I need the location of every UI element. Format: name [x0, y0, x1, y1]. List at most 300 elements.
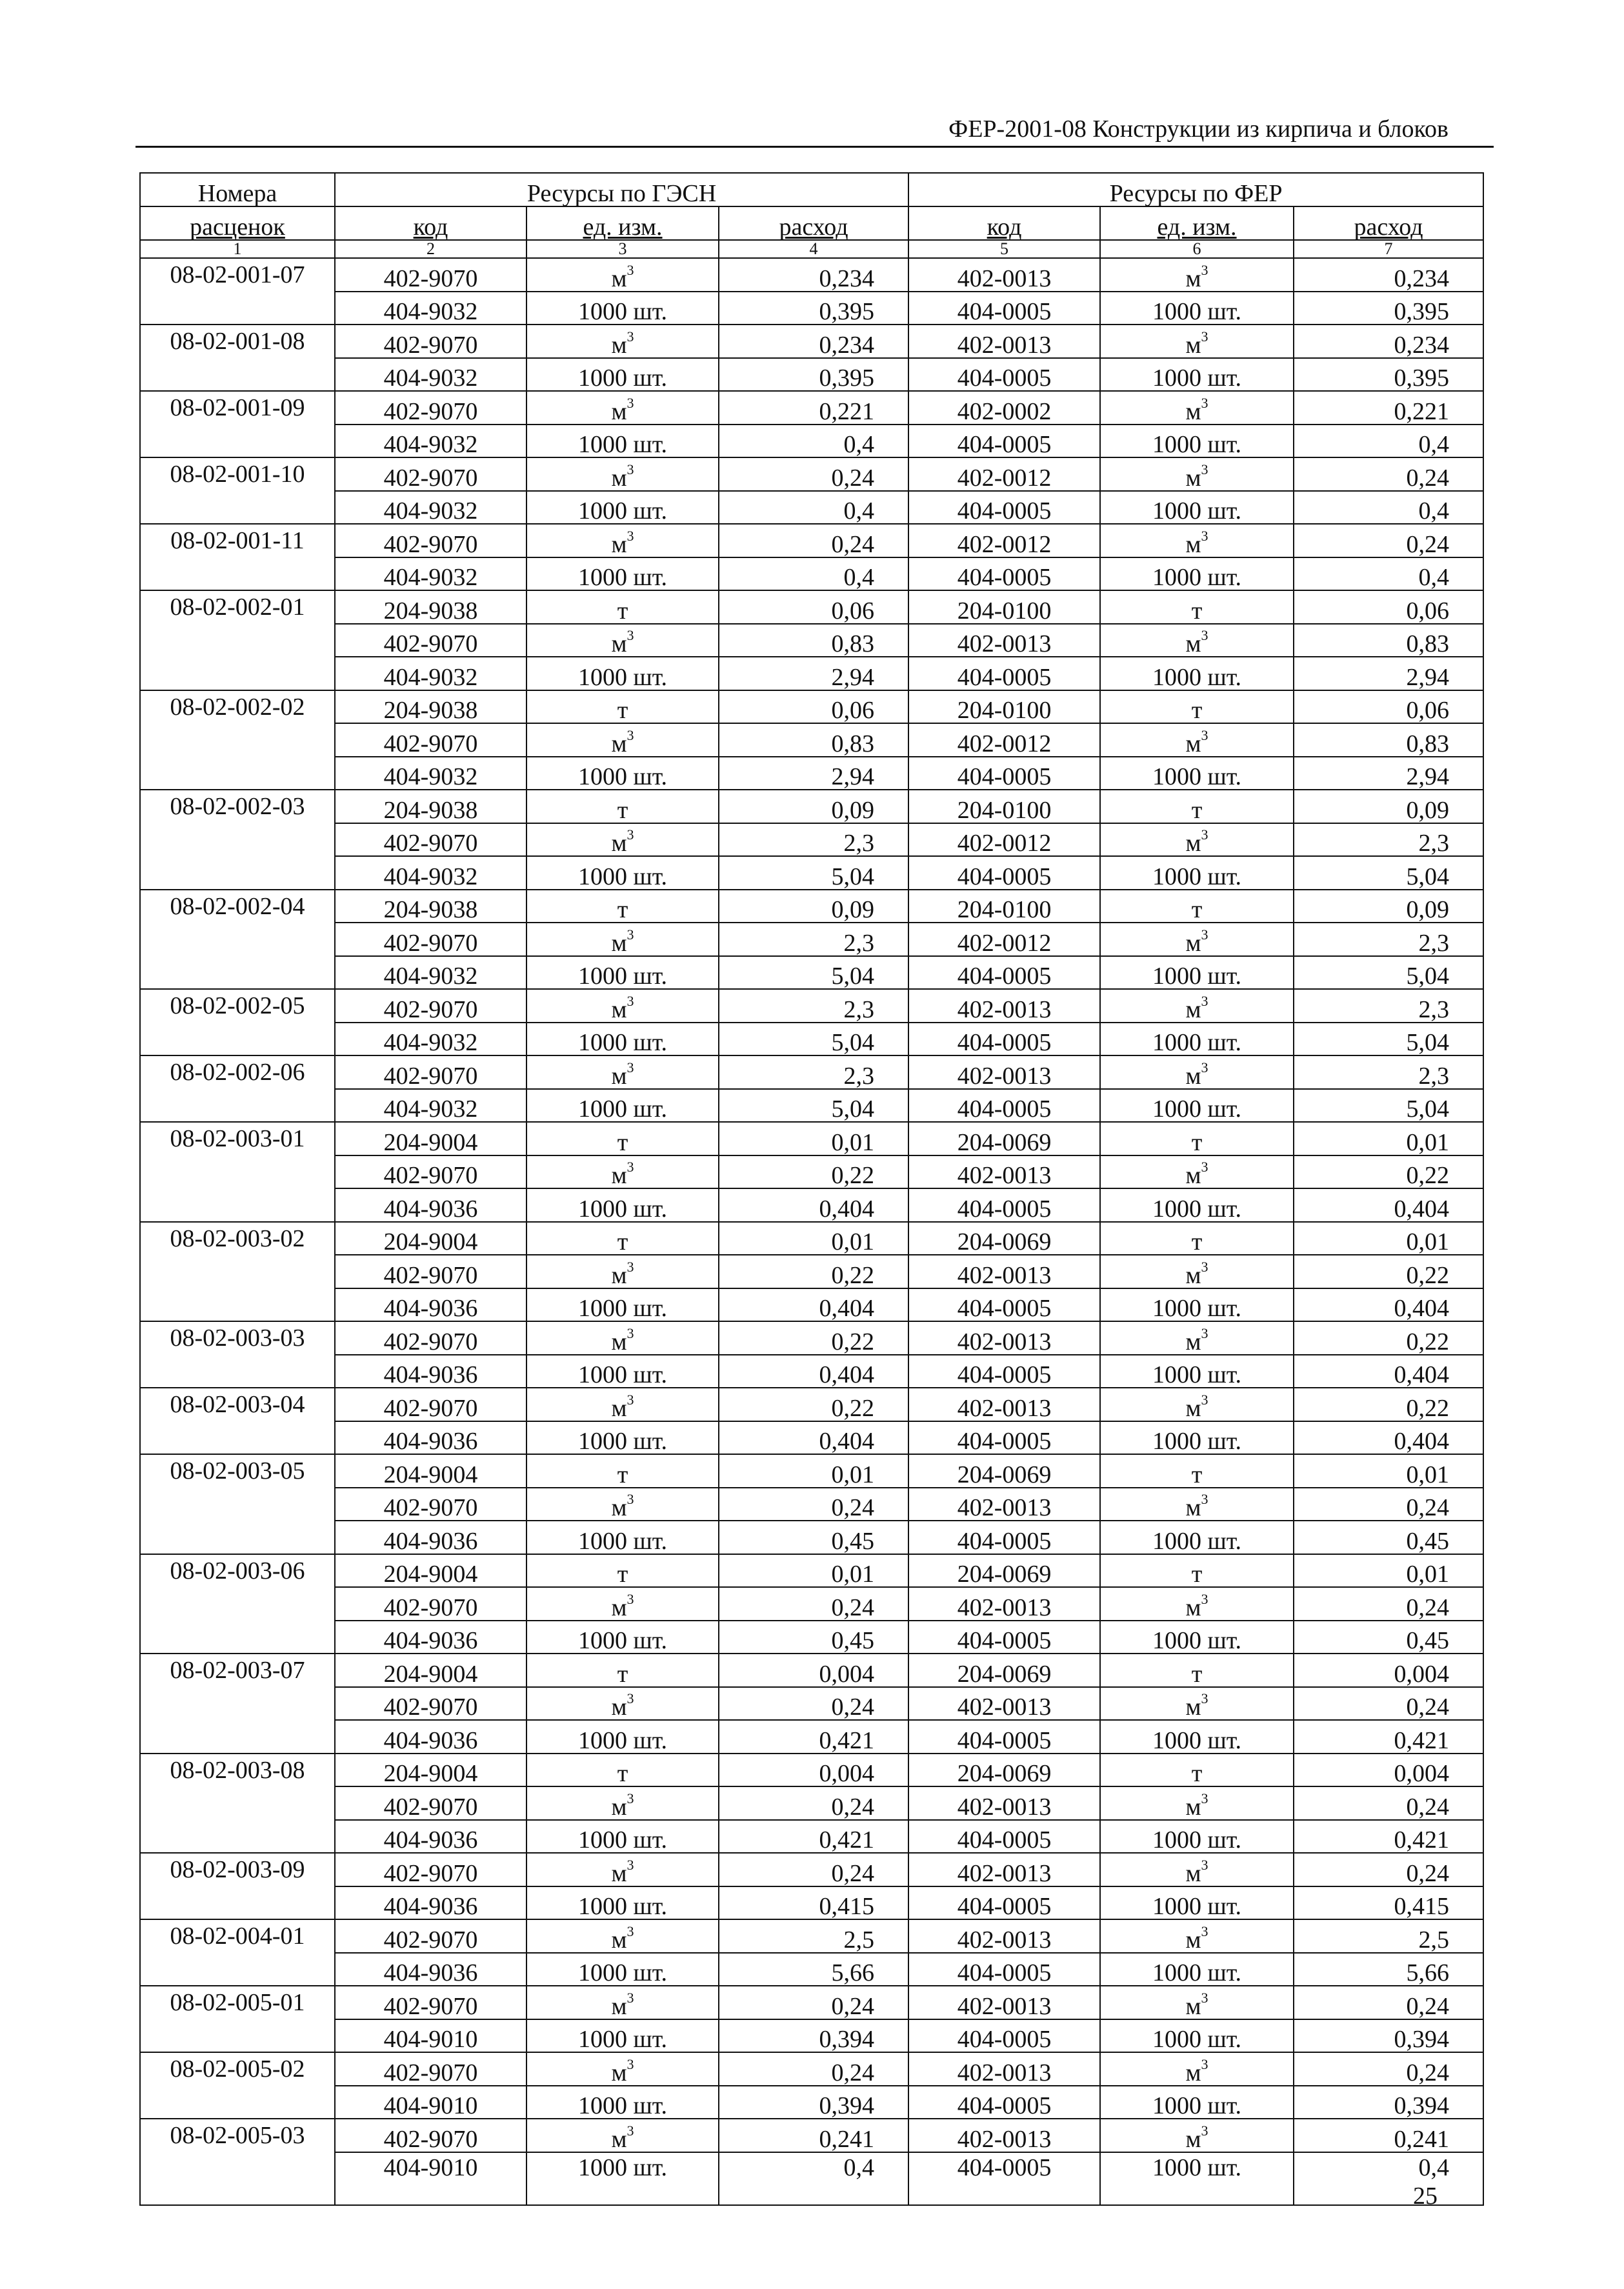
cell-fer-amount: 0,004: [1294, 1754, 1483, 1787]
cell-gesn-unit: $м^3$: [526, 1055, 719, 1089]
rate-code: 08-02-002-04: [140, 890, 335, 990]
cell-gesn-amount: 0,01: [719, 1454, 908, 1488]
rate-group: [140, 258, 1483, 325]
cell-fer-amount: 0,241: [1294, 2119, 1483, 2152]
cell-fer-unit: $м^3$: [1100, 1919, 1294, 1953]
cell-fer-code: 404-0005: [908, 2152, 1100, 2205]
cell-gesn-amount: 0,24: [719, 1488, 908, 1521]
cubic-superscript: 3: [627, 1059, 634, 1075]
cell-fer-amount: 5,04: [1294, 856, 1483, 890]
cell-gesn-code: 402-9070: [335, 1786, 526, 1820]
cell-gesn-code: 404-9032: [335, 1089, 526, 1123]
cell-gesn-amount: 0,83: [719, 723, 908, 757]
table-row: [140, 723, 1483, 757]
cell-fer-amount: 0,22: [1294, 1155, 1483, 1189]
cell-gesn-code: 402-9070: [335, 391, 526, 425]
cell-fer-unit: т: [1100, 890, 1294, 923]
table-row: [140, 1421, 1483, 1455]
cubic-superscript: 3: [1201, 461, 1208, 477]
cell-gesn-code: 402-9070: [335, 624, 526, 657]
cubic-superscript: 3: [627, 1391, 634, 1408]
cell-fer-unit: 1000 шт.: [1100, 1288, 1294, 1322]
rate-group: [140, 1654, 1483, 1754]
cubic-superscript: 3: [1201, 1590, 1208, 1607]
cell-fer-code: 404-0005: [908, 1421, 1100, 1455]
cubic-superscript: 3: [627, 1690, 634, 1707]
rate-code: 08-02-002-05: [140, 989, 335, 1055]
cell-gesn-unit: 1000 шт.: [526, 491, 719, 525]
cubic-superscript: 3: [627, 826, 634, 843]
cell-fer-amount: 2,3: [1294, 1055, 1483, 1089]
cubic-superscript: 3: [1201, 1856, 1208, 1873]
cell-fer-unit: т: [1100, 1222, 1294, 1255]
cell-fer-code: 402-0012: [908, 923, 1100, 956]
table-row: [140, 823, 1483, 857]
table-row: [140, 1986, 1483, 2019]
cell-fer-unit: 1000 шт.: [1100, 1621, 1294, 1654]
cell-fer-unit: $м^3$: [1100, 457, 1294, 491]
table-row: [140, 391, 1483, 425]
cell-fer-unit: т: [1100, 1654, 1294, 1687]
cell-gesn-amount: 0,06: [719, 690, 908, 724]
table-row: [140, 2086, 1483, 2119]
subheader-gesn-code: код: [335, 206, 526, 240]
table-row: [140, 358, 1483, 392]
cell-fer-code: 402-0013: [908, 1055, 1100, 1089]
cell-gesn-unit: $м^3$: [526, 1255, 719, 1288]
cell-gesn-unit: $м^3$: [526, 524, 719, 557]
cell-fer-code: 402-0013: [908, 1255, 1100, 1288]
cell-gesn-unit: т: [526, 890, 719, 923]
cell-fer-unit: 1000 шт.: [1100, 358, 1294, 392]
cell-gesn-amount: 0,24: [719, 1786, 908, 1820]
cubic-superscript: 3: [1201, 1391, 1208, 1408]
cell-fer-code: 402-0013: [908, 1321, 1100, 1355]
cell-gesn-unit: 1000 шт.: [526, 2019, 719, 2053]
rate-code: 08-02-005-01: [140, 1986, 335, 2052]
cubic-superscript: 3: [627, 2122, 634, 2139]
cell-gesn-code: 404-9032: [335, 757, 526, 790]
cell-gesn-unit: 1000 шт.: [526, 557, 719, 591]
cell-gesn-unit: 1000 шт.: [526, 1953, 719, 1986]
cell-gesn-amount: 0,404: [719, 1355, 908, 1388]
cubic-superscript: 3: [1201, 1790, 1208, 1806]
rate-code: 08-02-001-07: [140, 258, 335, 325]
rate-code: 08-02-002-02: [140, 690, 335, 790]
cell-gesn-code: 204-9004: [335, 1222, 526, 1255]
table-row: [140, 657, 1483, 690]
cell-gesn-code: 404-9036: [335, 1421, 526, 1455]
cell-gesn-code: 404-9032: [335, 956, 526, 990]
table-row: [140, 1488, 1483, 1521]
cell-fer-unit: $м^3$: [1100, 1388, 1294, 1421]
table-row: [140, 457, 1483, 491]
rate-group: [140, 524, 1483, 590]
column-index: 3: [526, 240, 719, 258]
cell-gesn-amount: 0,01: [719, 1222, 908, 1255]
table-row: [140, 2119, 1483, 2152]
cell-fer-code: 404-0005: [908, 956, 1100, 990]
cell-fer-code: 404-0005: [908, 1820, 1100, 1854]
cell-gesn-unit: $м^3$: [526, 1786, 719, 1820]
cell-gesn-code: 402-9070: [335, 1388, 526, 1421]
cell-gesn-unit: $м^3$: [526, 325, 719, 358]
cubic-superscript: 3: [627, 1989, 634, 2006]
cubic-superscript: 3: [627, 328, 634, 345]
cell-gesn-code: 402-9070: [335, 1587, 526, 1621]
cell-gesn-unit: т: [526, 690, 719, 724]
column-index: 4: [719, 240, 908, 258]
table-row: [140, 1720, 1483, 1754]
cell-fer-code: 404-0005: [908, 557, 1100, 591]
cell-fer-code: 204-0069: [908, 1454, 1100, 1488]
cubic-superscript: 3: [627, 926, 634, 943]
cell-gesn-code: 404-9032: [335, 856, 526, 890]
cell-fer-unit: 1000 шт.: [1100, 1421, 1294, 1455]
cell-fer-amount: 0,09: [1294, 890, 1483, 923]
table-row: [140, 1754, 1483, 1787]
cell-fer-amount: 0,06: [1294, 590, 1483, 624]
cell-fer-amount: 0,45: [1294, 1521, 1483, 1554]
table-row: [140, 1886, 1483, 1920]
cell-fer-unit: $м^3$: [1100, 1786, 1294, 1820]
cell-gesn-amount: 0,22: [719, 1321, 908, 1355]
cell-gesn-code: 404-9036: [335, 1521, 526, 1554]
cell-gesn-code: 404-9032: [335, 358, 526, 392]
cell-gesn-code: 404-9036: [335, 1886, 526, 1920]
cell-fer-unit: $м^3$: [1100, 923, 1294, 956]
cubic-superscript: 3: [627, 261, 634, 278]
rate-group: [140, 1554, 1483, 1654]
cell-fer-amount: 0,4: [1294, 2152, 1483, 2205]
cell-gesn-unit: 1000 шт.: [526, 856, 719, 890]
cell-gesn-code: 204-9038: [335, 790, 526, 823]
rate-group: [140, 1986, 1483, 2052]
cell-gesn-code: 404-9036: [335, 1621, 526, 1654]
cell-fer-code: 404-0005: [908, 1089, 1100, 1123]
cell-fer-code: 204-0069: [908, 1554, 1100, 1588]
cell-fer-unit: 1000 шт.: [1100, 956, 1294, 990]
cell-gesn-amount: 0,09: [719, 890, 908, 923]
cell-gesn-unit: $м^3$: [526, 1388, 719, 1421]
cell-gesn-unit: 1000 шт.: [526, 425, 719, 458]
cubic-superscript: 3: [1201, 1324, 1208, 1341]
cell-fer-unit: 1000 шт.: [1100, 1521, 1294, 1554]
cell-gesn-code: 402-9070: [335, 923, 526, 956]
table-row: [140, 292, 1483, 325]
cell-gesn-unit: $м^3$: [526, 258, 719, 292]
cell-gesn-amount: 0,4: [719, 425, 908, 458]
cell-fer-unit: $м^3$: [1100, 2119, 1294, 2152]
cell-fer-code: 402-0013: [908, 1687, 1100, 1721]
cell-fer-amount: 0,4: [1294, 491, 1483, 525]
cell-fer-code: 402-0013: [908, 1986, 1100, 2019]
cell-gesn-amount: 0,404: [719, 1421, 908, 1455]
cell-gesn-amount: 0,415: [719, 1886, 908, 1920]
cell-gesn-unit: $м^3$: [526, 2052, 719, 2086]
cell-fer-unit: $м^3$: [1100, 1055, 1294, 1089]
rate-group: [140, 1919, 1483, 1986]
cell-fer-code: 402-0013: [908, 624, 1100, 657]
rate-group: [140, 890, 1483, 990]
rate-code: 08-02-001-09: [140, 391, 335, 457]
cell-gesn-code: 404-9036: [335, 1288, 526, 1322]
cell-fer-code: 402-0013: [908, 2119, 1100, 2152]
cell-gesn-unit: т: [526, 590, 719, 624]
rate-group: [140, 1222, 1483, 1322]
cell-gesn-amount: 5,04: [719, 1089, 908, 1123]
cell-fer-amount: 0,01: [1294, 1222, 1483, 1255]
subheader-fer-code: код: [908, 206, 1100, 240]
rate-code: 08-02-003-03: [140, 1321, 335, 1388]
cell-fer-amount: 0,06: [1294, 690, 1483, 724]
table-row: [140, 1188, 1483, 1222]
cell-gesn-code: 404-9010: [335, 2152, 526, 2205]
page-header: [135, 108, 1494, 148]
rate-code: 08-02-003-06: [140, 1554, 335, 1654]
cell-fer-code: 404-0005: [908, 358, 1100, 392]
cell-gesn-amount: 2,3: [719, 989, 908, 1023]
column-index: 5: [908, 240, 1100, 258]
table-row: [140, 1388, 1483, 1421]
cubic-superscript: 3: [627, 2055, 634, 2072]
cell-gesn-unit: 1000 шт.: [526, 1089, 719, 1123]
cubic-superscript: 3: [1201, 1923, 1208, 1939]
table-row: [140, 491, 1483, 525]
rate-group: [140, 590, 1483, 690]
cell-gesn-unit: $м^3$: [526, 1687, 719, 1721]
cell-gesn-unit: $м^3$: [526, 1919, 719, 1953]
cell-gesn-code: 204-9004: [335, 1554, 526, 1588]
cell-gesn-unit: $м^3$: [526, 1587, 719, 1621]
cubic-superscript: 3: [627, 394, 634, 411]
cell-gesn-code: 402-9070: [335, 1488, 526, 1521]
subheader-gesn-amount: расход: [719, 206, 908, 240]
rate-group: [140, 391, 1483, 457]
cell-fer-amount: 0,24: [1294, 1853, 1483, 1886]
col-number-header-line2: расценок: [140, 206, 335, 240]
cell-gesn-code: 404-9032: [335, 292, 526, 325]
cell-gesn-code: 402-9070: [335, 1986, 526, 2019]
cell-gesn-unit: 1000 шт.: [526, 1621, 719, 1654]
table-row: [140, 1288, 1483, 1322]
cell-fer-amount: 0,004: [1294, 1654, 1483, 1687]
cell-fer-unit: т: [1100, 590, 1294, 624]
cell-gesn-amount: 0,83: [719, 624, 908, 657]
cell-fer-amount: 0,404: [1294, 1355, 1483, 1388]
cell-fer-amount: 0,24: [1294, 1786, 1483, 1820]
cell-fer-amount: 0,01: [1294, 1454, 1483, 1488]
cell-fer-code: 204-0069: [908, 1654, 1100, 1687]
cell-gesn-code: 402-9070: [335, 258, 526, 292]
cell-fer-code: 404-0005: [908, 1288, 1100, 1322]
cell-fer-unit: 1000 шт.: [1100, 1720, 1294, 1754]
cell-fer-amount: 2,94: [1294, 657, 1483, 690]
cell-gesn-code: 204-9038: [335, 890, 526, 923]
table-row: [140, 1786, 1483, 1820]
cell-fer-amount: 0,24: [1294, 1587, 1483, 1621]
cell-gesn-code: 404-9032: [335, 425, 526, 458]
table-row: [140, 856, 1483, 890]
table-row: [140, 1654, 1483, 1687]
table-row: [140, 2052, 1483, 2086]
table-row: [140, 956, 1483, 990]
cell-gesn-code: 404-9032: [335, 657, 526, 690]
cell-fer-unit: $м^3$: [1100, 2052, 1294, 2086]
rate-code: 08-02-002-06: [140, 1055, 335, 1122]
cell-gesn-amount: 0,01: [719, 1122, 908, 1155]
table-row: [140, 557, 1483, 591]
cell-fer-amount: 2,3: [1294, 823, 1483, 857]
cell-gesn-code: 404-9036: [335, 1355, 526, 1388]
cell-fer-amount: 0,01: [1294, 1554, 1483, 1588]
cell-gesn-code: 204-9004: [335, 1454, 526, 1488]
cubic-superscript: 3: [627, 992, 634, 1009]
col-number-header-line1: Номера: [140, 173, 335, 206]
cubic-superscript: 3: [627, 1159, 634, 1175]
cell-fer-unit: $м^3$: [1100, 989, 1294, 1023]
cell-fer-code: 404-0005: [908, 1521, 1100, 1554]
cell-fer-unit: 1000 шт.: [1100, 2086, 1294, 2119]
cell-gesn-amount: 0,24: [719, 457, 908, 491]
cell-gesn-amount: 0,45: [719, 1521, 908, 1554]
table-row: [140, 1587, 1483, 1621]
cell-gesn-unit: $м^3$: [526, 1986, 719, 2019]
cell-fer-amount: 0,83: [1294, 723, 1483, 757]
cell-gesn-unit: т: [526, 1654, 719, 1687]
cell-gesn-unit: $м^3$: [526, 457, 719, 491]
cell-fer-amount: 2,3: [1294, 923, 1483, 956]
cell-fer-unit: $м^3$: [1100, 723, 1294, 757]
cell-gesn-code: 404-9036: [335, 1953, 526, 1986]
cubic-superscript: 3: [1201, 527, 1208, 544]
cell-gesn-amount: 0,394: [719, 2019, 908, 2053]
cell-gesn-amount: 2,3: [719, 823, 908, 857]
cell-fer-unit: 1000 шт.: [1100, 491, 1294, 525]
cell-gesn-amount: 0,234: [719, 258, 908, 292]
subheader-gesn-unit: ед. изм.: [526, 206, 719, 240]
cell-fer-code: 404-0005: [908, 1953, 1100, 1986]
table-row: [140, 524, 1483, 557]
table-row: [140, 1255, 1483, 1288]
cell-gesn-amount: 0,004: [719, 1654, 908, 1687]
cell-fer-code: 404-0005: [908, 2086, 1100, 2119]
group-header-fer: Ресурсы по ФЕР: [908, 173, 1483, 206]
cubic-superscript: 3: [627, 627, 634, 644]
cubic-superscript: 3: [1201, 992, 1208, 1009]
cell-gesn-code: 402-9070: [335, 1853, 526, 1886]
cell-fer-unit: 1000 шт.: [1100, 1023, 1294, 1056]
cell-gesn-unit: $м^3$: [526, 823, 719, 857]
cell-fer-code: 402-0012: [908, 457, 1100, 491]
cell-gesn-unit: 1000 шт.: [526, 1023, 719, 1056]
cell-fer-unit: 1000 шт.: [1100, 2152, 1294, 2205]
cell-fer-code: 204-0069: [908, 1222, 1100, 1255]
cell-gesn-unit: 1000 шт.: [526, 1820, 719, 1854]
cell-gesn-unit: $м^3$: [526, 1155, 719, 1189]
cubic-superscript: 3: [1201, 1258, 1208, 1275]
cell-fer-code: 204-0100: [908, 590, 1100, 624]
cell-gesn-amount: 0,421: [719, 1820, 908, 1854]
cell-fer-unit: $м^3$: [1100, 258, 1294, 292]
rate-group: [140, 1853, 1483, 1919]
cell-gesn-code: 402-9070: [335, 524, 526, 557]
cell-fer-code: 402-0013: [908, 1155, 1100, 1189]
cell-gesn-amount: 0,404: [719, 1188, 908, 1222]
cell-fer-code: 402-0013: [908, 1488, 1100, 1521]
cell-fer-code: 402-0013: [908, 2052, 1100, 2086]
cell-fer-amount: 0,394: [1294, 2086, 1483, 2119]
table-row: [140, 1953, 1483, 1986]
cell-gesn-code: 404-9032: [335, 1023, 526, 1056]
cell-fer-unit: 1000 шт.: [1100, 557, 1294, 591]
cell-fer-code: 404-0005: [908, 856, 1100, 890]
cubic-superscript: 3: [627, 726, 634, 743]
cubic-superscript: 3: [627, 1790, 634, 1806]
rate-group: [140, 1122, 1483, 1222]
cell-fer-amount: 2,94: [1294, 757, 1483, 790]
cell-gesn-amount: 2,94: [719, 657, 908, 690]
cubic-superscript: 3: [627, 461, 634, 477]
cell-gesn-code: 402-9070: [335, 823, 526, 857]
cell-gesn-amount: 0,395: [719, 358, 908, 392]
cell-gesn-amount: 0,24: [719, 1853, 908, 1886]
cell-fer-amount: 5,04: [1294, 956, 1483, 990]
cell-fer-amount: 0,4: [1294, 425, 1483, 458]
table-row: [140, 923, 1483, 956]
cell-fer-amount: 0,22: [1294, 1255, 1483, 1288]
table-row: [140, 1122, 1483, 1155]
cell-fer-code: 402-0013: [908, 1853, 1100, 1886]
table-row: [140, 757, 1483, 790]
page-number: 25: [1413, 2183, 1438, 2210]
cell-gesn-code: 402-9070: [335, 1919, 526, 1953]
cell-fer-unit: т: [1100, 790, 1294, 823]
rate-code: 08-02-003-08: [140, 1754, 335, 1854]
cell-gesn-amount: 0,45: [719, 1621, 908, 1654]
rate-code: 08-02-003-09: [140, 1853, 335, 1919]
cell-gesn-unit: 1000 шт.: [526, 358, 719, 392]
group-header-gesn: Ресурсы по ГЭСН: [335, 173, 908, 206]
page-header-title: ФЕР-2001-08 Конструкции из кирпича и блоков: [948, 115, 1449, 143]
cell-fer-amount: 5,04: [1294, 1023, 1483, 1056]
cell-gesn-amount: 0,221: [719, 391, 908, 425]
cell-fer-unit: $м^3$: [1100, 1155, 1294, 1189]
cell-gesn-code: 402-9070: [335, 1055, 526, 1089]
cell-fer-code: 404-0005: [908, 1886, 1100, 1920]
cell-fer-unit: $м^3$: [1100, 391, 1294, 425]
cell-fer-amount: 0,221: [1294, 391, 1483, 425]
cell-gesn-unit: 1000 шт.: [526, 2086, 719, 2119]
table-row: [140, 1554, 1483, 1588]
cell-fer-unit: $м^3$: [1100, 1321, 1294, 1355]
cell-fer-unit: $м^3$: [1100, 1687, 1294, 1721]
resources-table: [139, 172, 1484, 2206]
rate-group: [140, 1321, 1483, 1388]
cell-fer-code: 204-0100: [908, 790, 1100, 823]
cubic-superscript: 3: [1201, 1491, 1208, 1508]
cell-gesn-code: 204-9038: [335, 590, 526, 624]
cell-gesn-unit: 1000 шт.: [526, 2152, 719, 2205]
cell-fer-code: 402-0002: [908, 391, 1100, 425]
table-row: [140, 1853, 1483, 1886]
rate-group: [140, 790, 1483, 890]
cell-fer-code: 404-0005: [908, 1355, 1100, 1388]
cell-fer-code: 402-0013: [908, 258, 1100, 292]
cubic-superscript: 3: [627, 527, 634, 544]
column-index: 1: [140, 240, 335, 258]
cell-gesn-unit: т: [526, 790, 719, 823]
